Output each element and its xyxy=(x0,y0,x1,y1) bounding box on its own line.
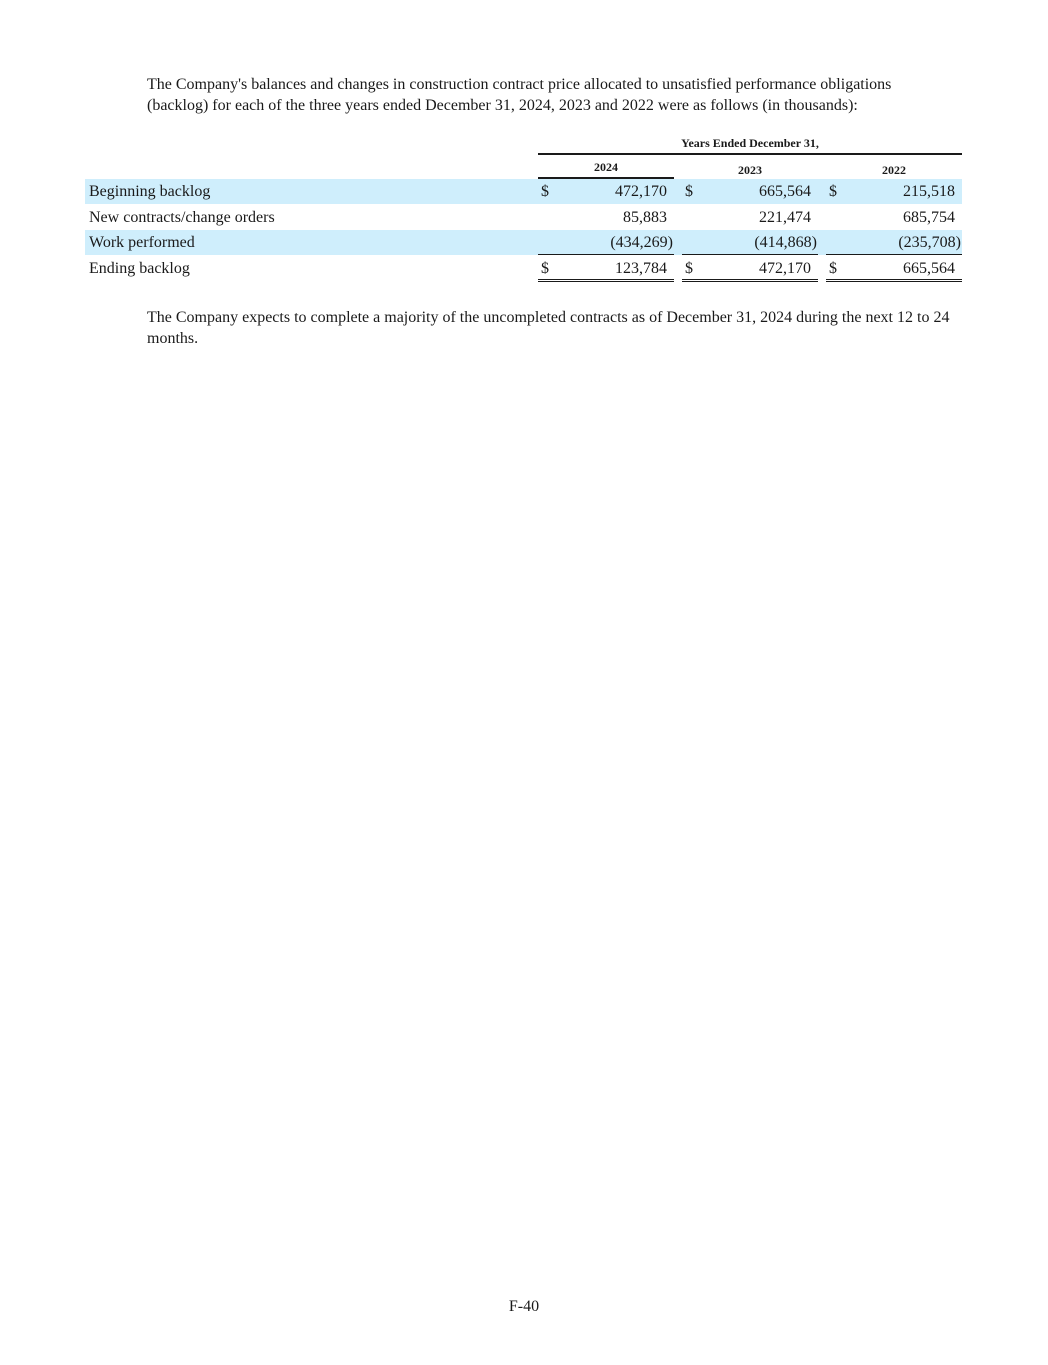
cell-value: 85,883 xyxy=(623,209,667,226)
cell-2022 xyxy=(826,230,962,255)
row-label: New contracts/change orders xyxy=(89,209,275,226)
cell-value: 665,564 xyxy=(759,183,811,200)
table-group-header: Years Ended December 31, xyxy=(538,134,962,155)
page-number: F-40 xyxy=(508,1298,540,1315)
cell-value: 472,170 xyxy=(759,260,811,277)
row-label: Work performed xyxy=(89,234,195,251)
dollar-sign: $ xyxy=(685,183,693,200)
intro-paragraph: The Company's balances and changes in construction contract price allocated to unsatisfied performance obligations (backlog) for each of the three years ended December 31, 2024, 2023 and 2022 were as follows (in thousands): xyxy=(147,76,892,114)
cell-value: 123,784 xyxy=(615,260,667,277)
column-header-2023: 2023 xyxy=(682,161,818,182)
cell-2023 xyxy=(682,179,818,204)
cell-value: (235,708) xyxy=(898,234,961,251)
dollar-sign: $ xyxy=(829,183,837,200)
row-label: Ending backlog xyxy=(89,260,190,277)
cell-2022 xyxy=(826,179,962,204)
column-header-2024: 2024 xyxy=(538,158,674,179)
cell-value: (414,868) xyxy=(754,234,817,251)
table-row-ending-backlog xyxy=(85,256,962,281)
cell-2024 xyxy=(538,205,674,230)
cell-2024 xyxy=(538,230,674,255)
dollar-sign: $ xyxy=(685,260,693,277)
column-header-2022: 2022 xyxy=(826,161,962,182)
table-row-new-contracts xyxy=(85,205,962,230)
table-row-work-performed xyxy=(85,230,962,255)
cell-2024 xyxy=(538,179,674,204)
cell-2022 xyxy=(826,205,962,230)
cell-2023 xyxy=(682,205,818,230)
dollar-sign: $ xyxy=(541,260,549,277)
cell-2024 xyxy=(538,256,674,282)
closing-paragraph: The Company expects to complete a majority of the uncompleted contracts as of December 31, 2024 during the next 12 to 24 months. xyxy=(147,309,950,347)
table-row-beginning-backlog xyxy=(85,179,962,204)
cell-value: (434,269) xyxy=(610,234,673,251)
cell-value: 215,518 xyxy=(903,183,955,200)
cell-2023 xyxy=(682,230,818,255)
cell-value: 665,564 xyxy=(903,260,955,277)
dollar-sign: $ xyxy=(541,183,549,200)
cell-value: 472,170 xyxy=(615,183,667,200)
dollar-sign: $ xyxy=(829,260,837,277)
cell-value: 685,754 xyxy=(903,209,955,226)
cell-value: 221,474 xyxy=(759,209,811,226)
cell-2022 xyxy=(826,256,962,282)
row-label: Beginning backlog xyxy=(89,183,211,200)
cell-2023 xyxy=(682,256,818,282)
